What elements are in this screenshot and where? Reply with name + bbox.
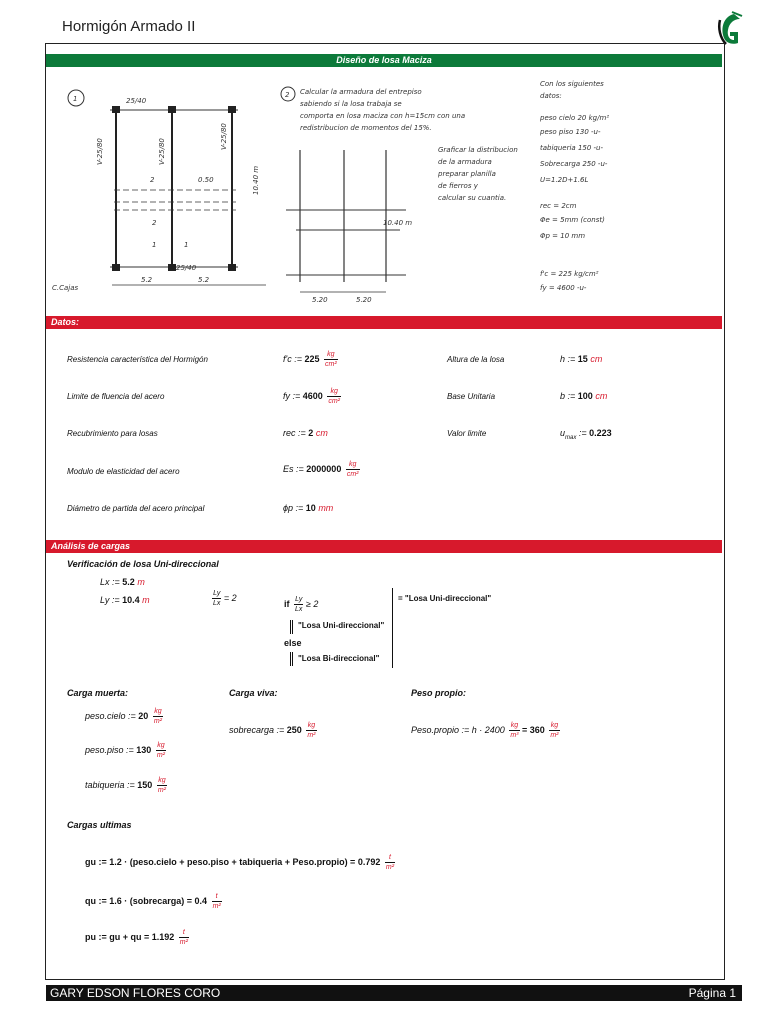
- sketch-task-line: calcular su cuantia.: [438, 194, 507, 202]
- if-divider: [392, 588, 393, 668]
- sketch-given: f'c = 225 kg/cm²: [540, 270, 599, 278]
- sketch-col-label: 25/40: [176, 264, 197, 272]
- if-result: = "Losa Uni-direccional": [398, 594, 492, 603]
- sketch-given: datos:: [540, 92, 562, 100]
- sketch-col-label: V-25/80: [220, 123, 228, 150]
- sketch-dim-plan-bottom: 5.20: [356, 296, 372, 304]
- sketch-given: Con los siguientes: [540, 80, 604, 88]
- sketch-task-line: redistribucion de momentos del 15%.: [300, 124, 432, 132]
- cv-title: Carga viva:: [229, 688, 278, 698]
- sketch-num-1: 1: [73, 95, 78, 103]
- sketch-given: peso piso 130 -u-: [540, 128, 601, 136]
- qu-eq: qu := 1.6 · (sobrecarga) = 0.4 $\frac{t}{\text{m²}}$: [85, 893, 221, 910]
- datos-es: Es := 2000000 $\frac{kg}{\text{cm²}}$: [283, 461, 359, 478]
- sketch-dim-bottom: 5.2: [198, 276, 210, 284]
- sketch-given: rec = 2cm: [540, 202, 577, 210]
- datos-b: b := 100 cm: [560, 391, 608, 401]
- lx-def: Lx := 5.2 m: [100, 577, 145, 587]
- peso-piso: peso.piso := 130 $\frac{kg}{\text{m²}}$: [85, 742, 166, 759]
- section-bar-analisis: Análisis de cargas: [46, 540, 722, 553]
- sketch-given: Φp = 10 mm: [540, 232, 586, 240]
- datos-phi: ϕp := 10 mm: [283, 503, 334, 513]
- sketch-task-line: Calcular la armadura del entrepiso: [300, 88, 422, 96]
- datos-rec: rec := 2 cm: [283, 428, 328, 438]
- sketch-mark: 2: [152, 219, 157, 227]
- datos-fy: fy := 4600 $\frac{kg}{\text{cm²}}$: [283, 388, 340, 405]
- peso-propio: Peso.propio := h · 2400 $\frac{kg}{\text{m³}}$ = 360 $\frac{kg}{\text{m²}}$: [411, 722, 559, 739]
- sketch-col-label: V-25/80: [96, 138, 104, 165]
- pp-title: Peso propio:: [411, 688, 467, 698]
- sketch-task-line: de fierros y: [438, 182, 478, 190]
- sketch-mark: 1: [152, 241, 157, 249]
- datos-label: Modulo de elasticidad del acero: [67, 467, 180, 476]
- sketch-given: U=1.2D+1.6L: [540, 176, 589, 184]
- datos-label: Valor limite: [447, 429, 487, 438]
- sketch-task-line: de la armadura: [438, 158, 492, 166]
- sketch-given: Sobrecarga 250 -u-: [540, 160, 608, 168]
- footer-author: GARY EDSON FLORES CORO: [50, 986, 221, 1000]
- datos-label: Altura de la losa: [447, 355, 505, 364]
- sketch-mark: 2: [150, 176, 155, 184]
- tabiqueria: tabiqueria := 150 $\frac{kg}{\text{m²}}$: [85, 777, 167, 794]
- ratio-eval: $\frac{Ly}{Lx}$ = 2: [213, 590, 237, 607]
- if-false-branch: "Losa Bi-direccional": [298, 654, 380, 663]
- sketch-num-2: 2: [285, 91, 290, 99]
- sketch-given: fy = 4600 -u-: [540, 284, 587, 292]
- sketch-dim-plan-side: 10.40 m: [383, 219, 413, 227]
- sketch-mark: 0.50: [198, 176, 214, 184]
- section-bar-title: Diseño de losa Maciza: [46, 54, 722, 67]
- peso-cielo: peso.cielo := 20 $\frac{kg}{\text{m²}}$: [85, 708, 162, 725]
- page-header-title: Hormigón Armado II: [62, 18, 196, 35]
- datos-h: h := 15 cm: [560, 354, 603, 364]
- footer-page-number: Página 1: [688, 986, 736, 1000]
- else-keyword: else: [284, 638, 302, 648]
- cm-title: Carga muerta:: [67, 688, 129, 698]
- gu-eq: gu := 1.2 · (peso.cielo + peso.piso + tabiqueria + Peso.propio) = 0.792 $\frac{t}{\text{m²}}$: [85, 854, 395, 871]
- if-block: if $\frac{Ly}{Lx}$ ≥ 2 "Losa Uni-direccional" else "Losa Bi-direccional": [284, 590, 394, 670]
- page-footer: [46, 985, 742, 1001]
- sketch-dim-side: 10.40 m: [252, 165, 260, 195]
- sketch-task-line: preparar planilla: [438, 170, 496, 178]
- sketch-mark: 1: [184, 241, 189, 249]
- sketch-task-line: Graficar la distribucion: [438, 146, 518, 154]
- datos-label: Resistencia característica del Hormigón: [67, 355, 208, 364]
- if-true-branch: "Losa Uni-direccional": [298, 621, 385, 630]
- sketch-col-label: 25/40: [126, 97, 147, 105]
- sobrecarga: sobrecarga := 250 $\frac{kg}{\text{m²}}$: [229, 722, 316, 739]
- verif-title: Verificación de losa Uni-direccional: [67, 559, 219, 569]
- datos-fc: f'c := 225 $\frac{kg}{\text{cm²}}$: [283, 351, 337, 368]
- sketch-task-line: comporta en losa maciza con h=15cm con una: [300, 112, 466, 120]
- sketch-dim-bottom: 5.2: [141, 276, 153, 284]
- sketch-col-label: V-25/80: [158, 138, 166, 165]
- cu-title: Cargas ultimas: [67, 820, 132, 830]
- handwritten-sketch: [46, 70, 722, 315]
- pu-eq: pu := gu + qu = 1.192 $\frac{t}{\text{m²}}$: [85, 929, 188, 946]
- sketch-given: peso cielo 20 kg/m²: [540, 114, 610, 122]
- datos-label: Recubrimiento para losas: [67, 429, 158, 438]
- datos-umax: $u_{max}$ := 0.223: [560, 428, 612, 441]
- section-bar-datos: Datos:: [46, 316, 722, 329]
- sketch-given: Φe = 5mm (const): [540, 216, 605, 224]
- sketch-task-line: sabiendo si la losa trabaja se: [300, 100, 402, 108]
- datos-label: Base Unitaria: [447, 392, 496, 401]
- if-keyword: if: [284, 598, 290, 609]
- datos-label: Limite de fluencia del acero: [67, 392, 165, 401]
- datos-label: Diámetro de partida del acero principal: [67, 504, 205, 513]
- ly-def: Ly := 10.4 m: [100, 595, 150, 605]
- sketch-ccajas: C.Cajas: [52, 284, 79, 292]
- sketch-dim-plan-bottom: 5.20: [312, 296, 328, 304]
- sketch-given: tabiqueria 150 -u-: [540, 144, 604, 152]
